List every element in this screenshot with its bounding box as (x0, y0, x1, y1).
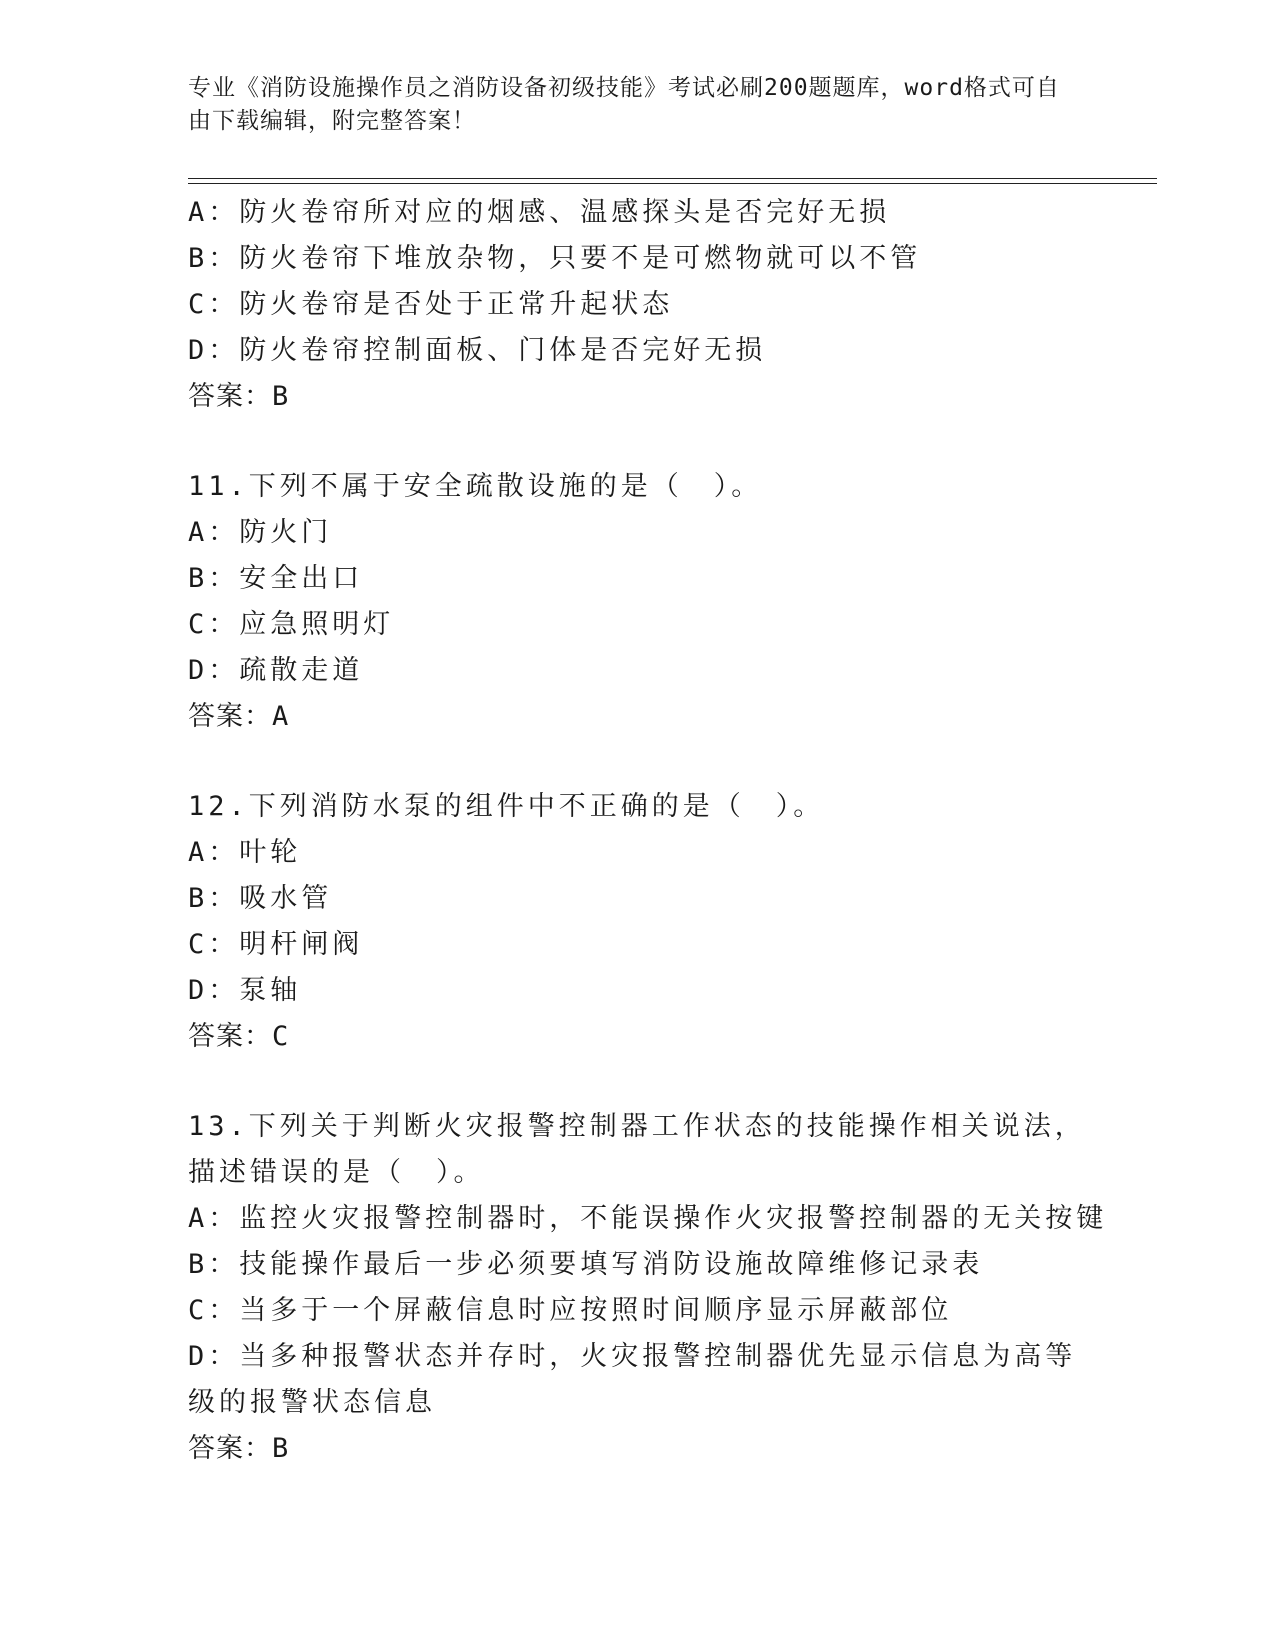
answer: 答案：B (188, 1433, 290, 1464)
question-stem: 13.下列关于判断火灾报警控制器工作状态的技能操作相关说法，描述错误的是（ ）。 (188, 1111, 1086, 1188)
option-b: B：防火卷帘下堆放杂物，只要不是可燃物就可以不管 (188, 243, 922, 274)
answer: 答案：C (188, 1021, 290, 1052)
question-11 (188, 464, 1088, 740)
option-b: B：安全出口 (188, 563, 364, 594)
question-stem: 11.下列不属于安全疏散设施的是（ ）。 (188, 471, 763, 502)
option-c: C：防火卷帘是否处于正常升起状态 (188, 289, 674, 320)
option-a: A：防火门 (188, 517, 333, 548)
option-d: D：泵轴 (188, 975, 302, 1006)
header-rule-bottom (188, 183, 1157, 184)
answer: 答案：A (188, 701, 290, 732)
question-12 (188, 784, 1088, 1060)
option-b: B：技能操作最后一步必须要填写消防设施故障维修记录表 (188, 1249, 984, 1280)
option-a: A：防火卷帘所对应的烟感、温感探头是否完好无损 (188, 197, 891, 228)
option-a: A：监控火灾报警控制器时，不能误操作火灾报警控制器的无关按键 (188, 1203, 1108, 1234)
option-c: C：应急照明灯 (188, 609, 395, 640)
option-b: B：吸水管 (188, 883, 333, 914)
question-10 (188, 190, 1088, 420)
question-13 (188, 1104, 1108, 1472)
option-d: D：疏散走道 (188, 655, 364, 686)
question-list (188, 190, 1108, 1472)
answer: 答案：B (188, 381, 290, 412)
header-rule-top (188, 178, 1157, 179)
document-header: 专业《消防设施操作员之消防设备初级技能》考试必刷200题题库，word格式可自由下载编辑，附完整答案！ (188, 75, 1060, 134)
option-d: D：当多种报警状态并存时，火灾报警控制器优先显示信息为高等级的报警状态信息 (188, 1341, 1077, 1418)
option-c: C：当多于一个屏蔽信息时应按照时间顺序显示屏蔽部位 (188, 1295, 953, 1326)
option-d: D：防火卷帘控制面板、门体是否完好无损 (188, 335, 767, 366)
question-stem: 12.下列消防水泵的组件中不正确的是（ ）。 (188, 791, 825, 822)
option-c: C：明杆闸阀 (188, 929, 364, 960)
option-a: A：叶轮 (188, 837, 302, 868)
